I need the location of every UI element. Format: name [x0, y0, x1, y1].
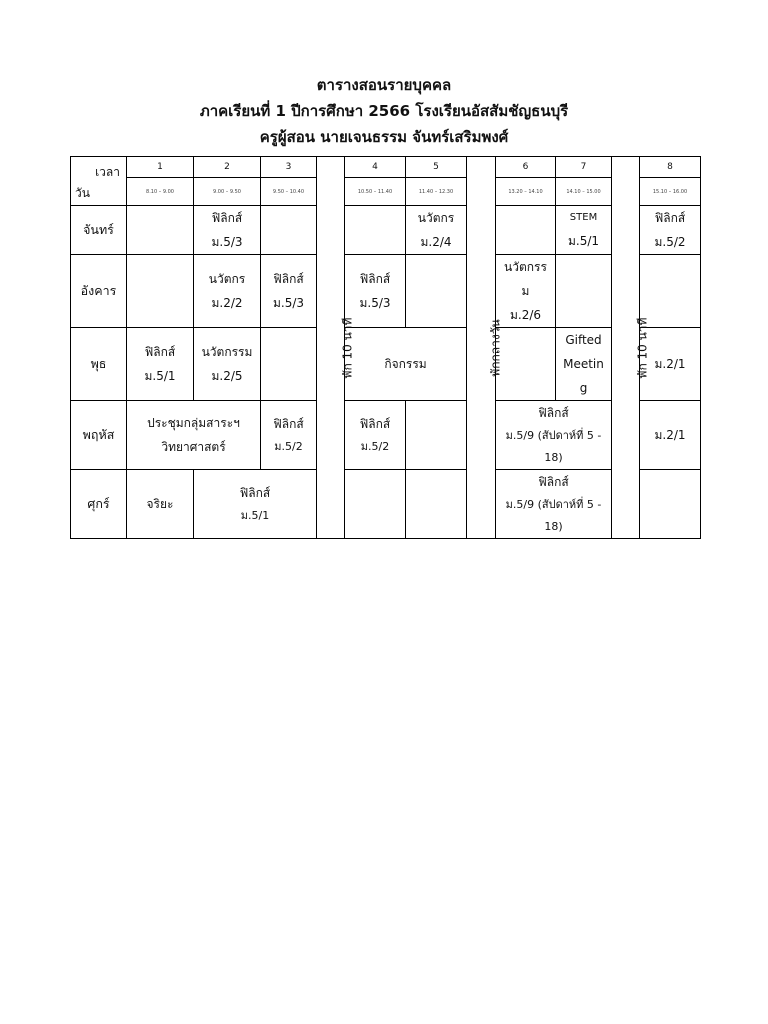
subject: ฟิลิกส์: [211, 211, 243, 225]
class-cell: [496, 255, 556, 328]
day-thursday: พฤหัส: [71, 401, 127, 470]
class-room: ม.5/2: [274, 440, 303, 453]
empty-cell: [556, 255, 612, 328]
lunch-column: [467, 157, 503, 539]
day-monday: จันทร์: [71, 206, 127, 255]
period-number: 7: [556, 157, 612, 178]
subject: นวัตกรร: [504, 260, 547, 274]
class-room: ม.5/9 (สัปดาห์ที่ 5 -: [505, 429, 602, 442]
subject-continued: Meetin: [563, 357, 604, 371]
empty-cell: [640, 470, 701, 539]
day-wednesday: พุธ: [71, 328, 127, 401]
day-label: วัน: [75, 185, 90, 200]
class-room: ม.5/3: [211, 235, 243, 249]
class-cell: [345, 401, 406, 470]
empty-cell: [406, 401, 467, 470]
class-cell: จริยะ: [127, 470, 194, 539]
subject: ฟิลิกส์: [239, 486, 271, 500]
period-number: 5: [406, 157, 467, 178]
week-range: 18): [544, 520, 563, 533]
class-room: ม.5/9 (สัปดาห์ที่ 5 -: [505, 498, 602, 511]
subject: ฟิลิกส์: [359, 417, 391, 431]
class-cell: [261, 255, 317, 328]
empty-cell: [406, 470, 467, 539]
meeting-title: ประชุมกลุ่มสาระฯ: [147, 416, 240, 430]
period-time: 8.10 – 9.00: [127, 178, 194, 206]
period-time: 14.10 – 15.00: [556, 178, 612, 206]
period-number: 4: [345, 157, 406, 178]
teacher-line: ครูผู้สอน นายเจนธรรม จันทร์เสริมพงศ์: [259, 128, 509, 146]
class-cell: [194, 328, 261, 401]
class-cell: [556, 328, 612, 401]
period-time: 15.10 – 16.00: [640, 178, 701, 206]
period-number: 1: [127, 157, 194, 178]
subject: ฟิลิกส์: [359, 272, 391, 286]
time-label: เวลา: [95, 164, 120, 179]
subject: ฟิลิกส์: [144, 345, 176, 359]
class-cell: [556, 206, 612, 255]
period-time: 9.00 – 9.50: [194, 178, 261, 206]
break-column-1: [317, 157, 355, 539]
meeting-group: วิทยาศาสตร์: [161, 440, 226, 454]
day-friday: ศุกร์: [71, 470, 127, 539]
empty-cell: [261, 328, 317, 401]
class-room: ม.5/1: [240, 509, 270, 522]
period-number: 2: [194, 157, 261, 178]
class-cell: [640, 206, 701, 255]
subject: นวัตกร: [208, 272, 246, 286]
document-title: ตารางสอนรายบุคคล: [316, 76, 452, 94]
day-tuesday: อังคาร: [71, 255, 127, 328]
class-cell: [127, 328, 194, 401]
timetable: [70, 156, 701, 539]
subject: Gifted: [565, 333, 602, 347]
empty-cell: [261, 206, 317, 255]
period-number: 8: [640, 157, 701, 178]
subject: นวัตกร: [417, 211, 455, 225]
subject-continued: g: [579, 381, 588, 395]
subject: STEM: [569, 212, 598, 223]
class-cell: ม.2/1: [640, 401, 701, 470]
class-cell: ม.2/1: [640, 328, 701, 401]
class-room: ม.5/2: [654, 235, 686, 249]
class-room: ม.5/1: [567, 234, 600, 248]
break-label: พัก 10 นาที: [635, 317, 650, 378]
meeting-cell: [127, 401, 261, 470]
subject: ฟิลิกส์: [538, 406, 569, 420]
empty-cell: [406, 255, 467, 328]
subject-continued: ม: [521, 284, 530, 298]
class-room: ม.2/4: [420, 235, 452, 249]
break-label: พัก 10 นาที: [340, 317, 355, 378]
class-room: ม.5/1: [144, 369, 176, 383]
period-number: 6: [496, 157, 556, 178]
class-room: ม.5/2: [360, 440, 390, 453]
class-cell: [496, 470, 612, 539]
class-room: ม.2/5: [211, 369, 243, 383]
empty-cell: [345, 206, 406, 255]
empty-cell: [127, 206, 194, 255]
class-room: ม.5/3: [359, 296, 391, 310]
class-room: ม.5/3: [272, 296, 305, 310]
class-room: ม.2/2: [211, 296, 243, 310]
corner-header-cell: [71, 157, 127, 206]
week-range: 18): [544, 451, 563, 464]
subject: นวัตกรรม: [201, 345, 253, 359]
empty-cell: [345, 470, 406, 539]
subject: ฟิลิกส์: [538, 475, 569, 489]
period-time: 13.20 – 14.10: [496, 178, 556, 206]
semester-line: ภาคเรียนที่ 1 ปีการศึกษา 2566 โรงเรียนอัสสัมชัญธนบุรี: [199, 102, 569, 120]
class-cell: [194, 206, 261, 255]
activity-cell: กิจกรรม: [345, 328, 467, 401]
period-time: 10.50 – 11.40: [345, 178, 406, 206]
period-time: 11.40 – 12.30: [406, 178, 467, 206]
class-cell: [261, 401, 317, 470]
empty-cell: [127, 255, 194, 328]
class-room: ม.2/6: [509, 308, 542, 322]
break-column-2: [612, 157, 650, 539]
subject: ฟิลิกส์: [273, 272, 304, 286]
subject: ฟิลิกส์: [654, 211, 686, 225]
class-cell: [194, 255, 261, 328]
period-time: 9.50 – 10.40: [261, 178, 317, 206]
class-cell: [406, 206, 467, 255]
empty-cell: [496, 206, 556, 255]
lunch-label: พักกลางวัน: [488, 318, 503, 377]
class-cell: [496, 401, 612, 470]
subject: ฟิลิกส์: [273, 417, 304, 431]
period-number: 3: [261, 157, 317, 178]
document-header: [0, 72, 768, 150]
class-cell: [194, 470, 317, 539]
